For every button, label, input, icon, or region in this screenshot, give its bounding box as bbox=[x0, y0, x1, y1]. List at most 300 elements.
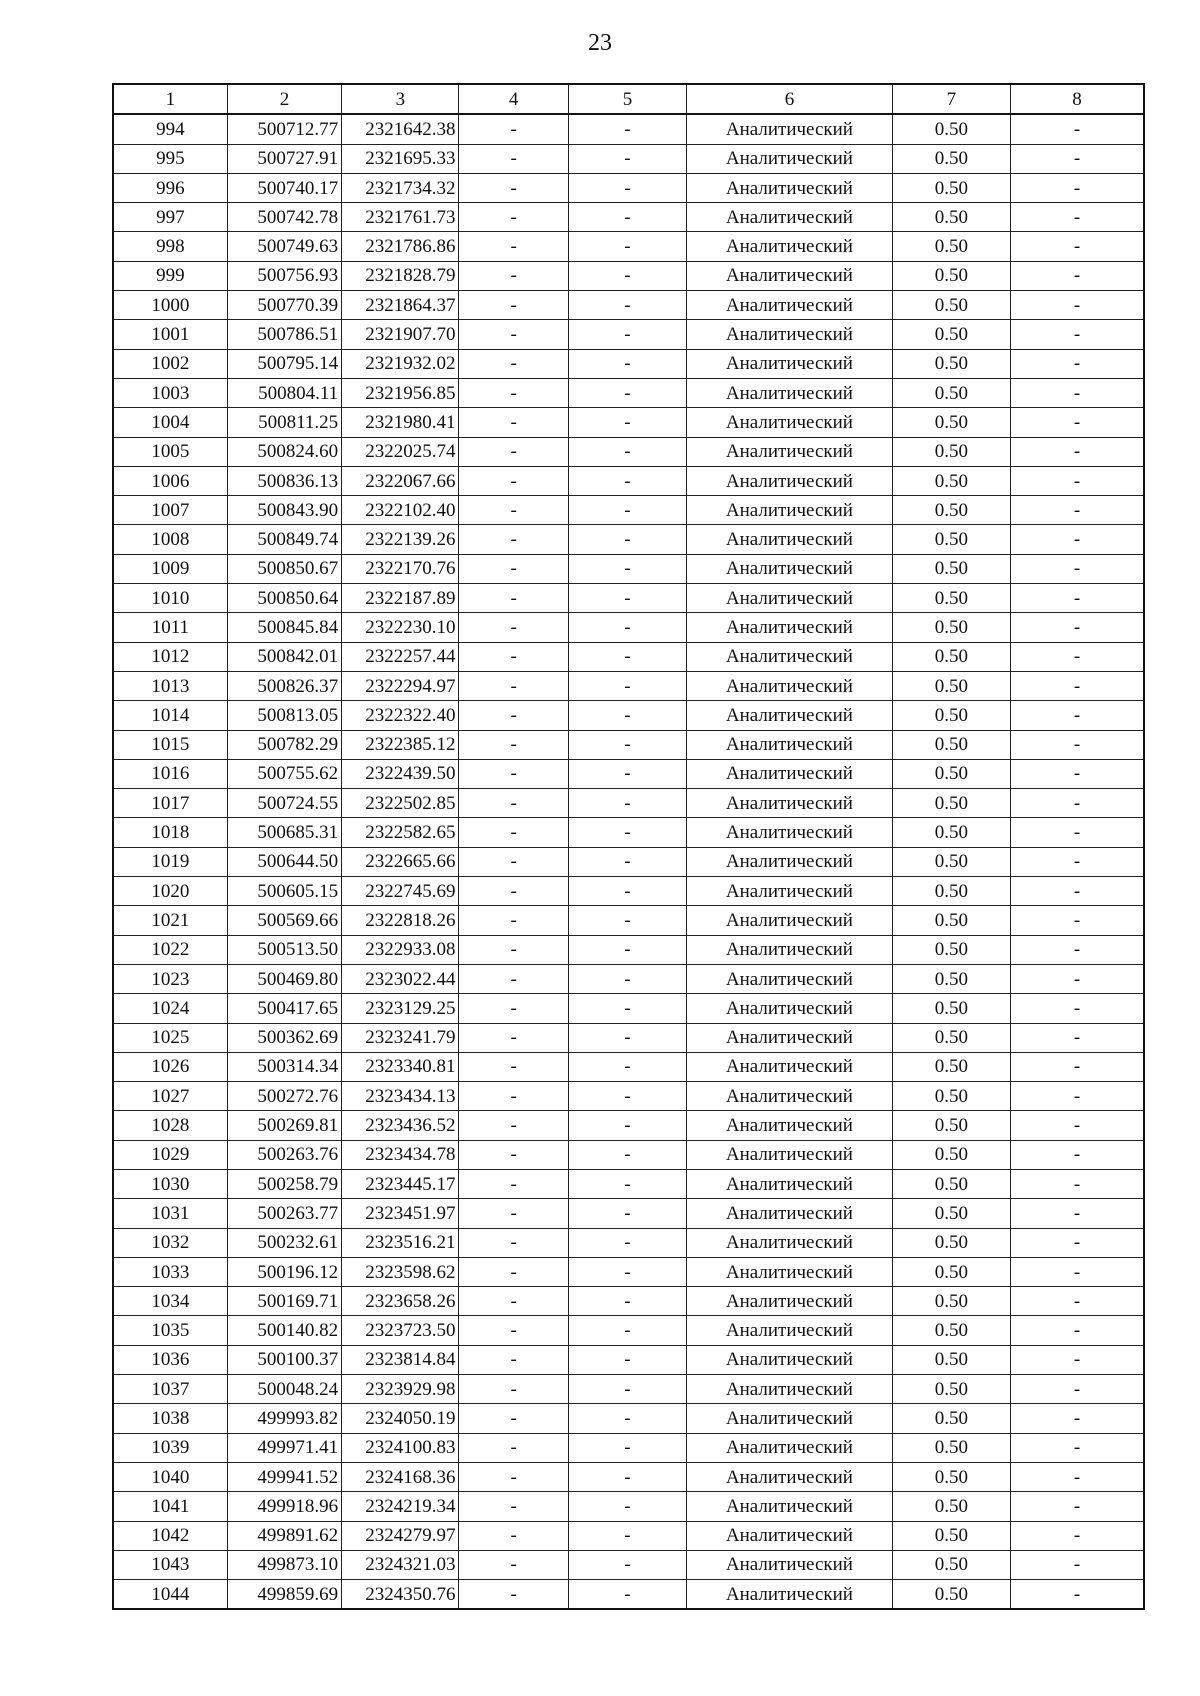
col4-cell: - bbox=[459, 1257, 568, 1286]
point-number-cell: 1000 bbox=[113, 291, 227, 320]
col8-cell: - bbox=[1011, 1082, 1144, 1111]
accuracy-cell: 0.50 bbox=[892, 1375, 1010, 1404]
point-number-cell: 1023 bbox=[113, 964, 227, 993]
col4-cell: - bbox=[459, 818, 568, 847]
point-number-cell: 996 bbox=[113, 173, 227, 202]
col4-cell: - bbox=[459, 1082, 568, 1111]
x-coordinate-cell: 500749.63 bbox=[227, 232, 341, 261]
accuracy-cell: 0.50 bbox=[892, 203, 1010, 232]
accuracy-cell: 0.50 bbox=[892, 144, 1010, 173]
method-cell: Аналитический bbox=[687, 1023, 893, 1052]
point-number-cell: 1019 bbox=[113, 847, 227, 876]
col8-cell: - bbox=[1011, 261, 1144, 290]
y-coordinate-cell: 2322385.12 bbox=[342, 730, 459, 759]
y-coordinate-cell: 2321828.79 bbox=[342, 261, 459, 290]
col4-cell: - bbox=[459, 320, 568, 349]
method-cell: Аналитический bbox=[687, 144, 893, 173]
method-cell: Аналитический bbox=[687, 906, 893, 935]
table-row bbox=[113, 906, 1144, 935]
method-cell: Аналитический bbox=[687, 114, 893, 144]
accuracy-cell: 0.50 bbox=[892, 466, 1010, 495]
point-number-cell: 1005 bbox=[113, 437, 227, 466]
col5-cell: - bbox=[568, 613, 686, 642]
table-row bbox=[113, 1492, 1144, 1521]
col5-cell: - bbox=[568, 232, 686, 261]
x-coordinate-cell: 500644.50 bbox=[227, 847, 341, 876]
point-number-cell: 1043 bbox=[113, 1550, 227, 1579]
column-header: 3 bbox=[342, 84, 459, 114]
accuracy-cell: 0.50 bbox=[892, 1257, 1010, 1286]
col5-cell: - bbox=[568, 1433, 686, 1462]
y-coordinate-cell: 2322067.66 bbox=[342, 466, 459, 495]
method-cell: Аналитический bbox=[687, 378, 893, 407]
col5-cell: - bbox=[568, 144, 686, 173]
col4-cell: - bbox=[459, 466, 568, 495]
col8-cell: - bbox=[1011, 173, 1144, 202]
col4-cell: - bbox=[459, 232, 568, 261]
y-coordinate-cell: 2323929.98 bbox=[342, 1375, 459, 1404]
col8-cell: - bbox=[1011, 291, 1144, 320]
method-cell: Аналитический bbox=[687, 789, 893, 818]
table-row bbox=[113, 1462, 1144, 1491]
table-row bbox=[113, 349, 1144, 378]
col5-cell: - bbox=[568, 291, 686, 320]
method-cell: Аналитический bbox=[687, 261, 893, 290]
x-coordinate-cell: 499859.69 bbox=[227, 1580, 341, 1610]
col4-cell: - bbox=[459, 1287, 568, 1316]
y-coordinate-cell: 2322818.26 bbox=[342, 906, 459, 935]
col5-cell: - bbox=[568, 1257, 686, 1286]
point-number-cell: 995 bbox=[113, 144, 227, 173]
col5-cell: - bbox=[568, 466, 686, 495]
y-coordinate-cell: 2321786.86 bbox=[342, 232, 459, 261]
accuracy-cell: 0.50 bbox=[892, 1199, 1010, 1228]
point-number-cell: 1008 bbox=[113, 525, 227, 554]
point-number-cell: 1013 bbox=[113, 671, 227, 700]
point-number-cell: 1007 bbox=[113, 496, 227, 525]
col5-cell: - bbox=[568, 1492, 686, 1521]
accuracy-cell: 0.50 bbox=[892, 1082, 1010, 1111]
accuracy-cell: 0.50 bbox=[892, 789, 1010, 818]
method-cell: Аналитический bbox=[687, 994, 893, 1023]
col4-cell: - bbox=[459, 1023, 568, 1052]
method-cell: Аналитический bbox=[687, 818, 893, 847]
col5-cell: - bbox=[568, 906, 686, 935]
point-number-cell: 1035 bbox=[113, 1316, 227, 1345]
col4-cell: - bbox=[459, 906, 568, 935]
col5-cell: - bbox=[568, 1462, 686, 1491]
y-coordinate-cell: 2323516.21 bbox=[342, 1228, 459, 1257]
col8-cell: - bbox=[1011, 847, 1144, 876]
point-number-cell: 1041 bbox=[113, 1492, 227, 1521]
col8-cell: - bbox=[1011, 466, 1144, 495]
table-row bbox=[113, 496, 1144, 525]
accuracy-cell: 0.50 bbox=[892, 1404, 1010, 1433]
point-number-cell: 994 bbox=[113, 114, 227, 144]
table-row bbox=[113, 584, 1144, 613]
col4-cell: - bbox=[459, 1111, 568, 1140]
method-cell: Аналитический bbox=[687, 1492, 893, 1521]
table-row bbox=[113, 1023, 1144, 1052]
accuracy-cell: 0.50 bbox=[892, 1111, 1010, 1140]
accuracy-cell: 0.50 bbox=[892, 1492, 1010, 1521]
table-row bbox=[113, 437, 1144, 466]
method-cell: Аналитический bbox=[687, 1140, 893, 1169]
point-number-cell: 1004 bbox=[113, 408, 227, 437]
col4-cell: - bbox=[459, 759, 568, 788]
table-row bbox=[113, 1111, 1144, 1140]
method-cell: Аналитический bbox=[687, 1462, 893, 1491]
method-cell: Аналитический bbox=[687, 964, 893, 993]
col8-cell: - bbox=[1011, 1111, 1144, 1140]
y-coordinate-cell: 2323434.78 bbox=[342, 1140, 459, 1169]
accuracy-cell: 0.50 bbox=[892, 408, 1010, 437]
table-row bbox=[113, 114, 1144, 144]
col5-cell: - bbox=[568, 114, 686, 144]
table-row bbox=[113, 1140, 1144, 1169]
col8-cell: - bbox=[1011, 1052, 1144, 1081]
col4-cell: - bbox=[459, 1199, 568, 1228]
page-number: 23 bbox=[588, 30, 612, 56]
x-coordinate-cell: 500258.79 bbox=[227, 1169, 341, 1198]
table-row bbox=[113, 1521, 1144, 1550]
x-coordinate-cell: 500845.84 bbox=[227, 613, 341, 642]
x-coordinate-cell: 500263.76 bbox=[227, 1140, 341, 1169]
col8-cell: - bbox=[1011, 437, 1144, 466]
method-cell: Аналитический bbox=[687, 1521, 893, 1550]
point-number-cell: 997 bbox=[113, 203, 227, 232]
point-number-cell: 1024 bbox=[113, 994, 227, 1023]
x-coordinate-cell: 500786.51 bbox=[227, 320, 341, 349]
x-coordinate-cell: 500850.64 bbox=[227, 584, 341, 613]
y-coordinate-cell: 2324100.83 bbox=[342, 1433, 459, 1462]
col4-cell: - bbox=[459, 408, 568, 437]
column-header: 5 bbox=[568, 84, 686, 114]
accuracy-cell: 0.50 bbox=[892, 642, 1010, 671]
x-coordinate-cell: 500314.34 bbox=[227, 1052, 341, 1081]
col5-cell: - bbox=[568, 1287, 686, 1316]
y-coordinate-cell: 2322102.40 bbox=[342, 496, 459, 525]
y-coordinate-cell: 2322294.97 bbox=[342, 671, 459, 700]
x-coordinate-cell: 500269.81 bbox=[227, 1111, 341, 1140]
table-row bbox=[113, 261, 1144, 290]
table-row bbox=[113, 144, 1144, 173]
table-row bbox=[113, 1052, 1144, 1081]
col4-cell: - bbox=[459, 642, 568, 671]
col8-cell: - bbox=[1011, 496, 1144, 525]
col4-cell: - bbox=[459, 437, 568, 466]
accuracy-cell: 0.50 bbox=[892, 730, 1010, 759]
col8-cell: - bbox=[1011, 1287, 1144, 1316]
y-coordinate-cell: 2323022.44 bbox=[342, 964, 459, 993]
table-row bbox=[113, 935, 1144, 964]
x-coordinate-cell: 500469.80 bbox=[227, 964, 341, 993]
point-number-cell: 1009 bbox=[113, 554, 227, 583]
x-coordinate-cell: 499918.96 bbox=[227, 1492, 341, 1521]
col4-cell: - bbox=[459, 1492, 568, 1521]
col5-cell: - bbox=[568, 877, 686, 906]
x-coordinate-cell: 500813.05 bbox=[227, 701, 341, 730]
method-cell: Аналитический bbox=[687, 1433, 893, 1462]
table-row bbox=[113, 1345, 1144, 1374]
col4-cell: - bbox=[459, 114, 568, 144]
col4-cell: - bbox=[459, 554, 568, 583]
table-row bbox=[113, 320, 1144, 349]
y-coordinate-cell: 2322025.74 bbox=[342, 437, 459, 466]
method-cell: Аналитический bbox=[687, 1169, 893, 1198]
y-coordinate-cell: 2323436.52 bbox=[342, 1111, 459, 1140]
col5-cell: - bbox=[568, 935, 686, 964]
col4-cell: - bbox=[459, 1169, 568, 1198]
x-coordinate-cell: 500196.12 bbox=[227, 1257, 341, 1286]
x-coordinate-cell: 500811.25 bbox=[227, 408, 341, 437]
accuracy-cell: 0.50 bbox=[892, 877, 1010, 906]
y-coordinate-cell: 2322933.08 bbox=[342, 935, 459, 964]
y-coordinate-cell: 2324321.03 bbox=[342, 1550, 459, 1579]
method-cell: Аналитический bbox=[687, 759, 893, 788]
accuracy-cell: 0.50 bbox=[892, 437, 1010, 466]
col8-cell: - bbox=[1011, 1404, 1144, 1433]
point-number-cell: 1027 bbox=[113, 1082, 227, 1111]
y-coordinate-cell: 2321864.37 bbox=[342, 291, 459, 320]
col5-cell: - bbox=[568, 1580, 686, 1610]
x-coordinate-cell: 500824.60 bbox=[227, 437, 341, 466]
col8-cell: - bbox=[1011, 114, 1144, 144]
method-cell: Аналитический bbox=[687, 730, 893, 759]
col4-cell: - bbox=[459, 291, 568, 320]
col5-cell: - bbox=[568, 759, 686, 788]
col4-cell: - bbox=[459, 964, 568, 993]
point-number-cell: 1039 bbox=[113, 1433, 227, 1462]
method-cell: Аналитический bbox=[687, 1111, 893, 1140]
col5-cell: - bbox=[568, 1169, 686, 1198]
method-cell: Аналитический bbox=[687, 613, 893, 642]
table-row bbox=[113, 1375, 1144, 1404]
table-row bbox=[113, 1287, 1144, 1316]
x-coordinate-cell: 500742.78 bbox=[227, 203, 341, 232]
table-row bbox=[113, 789, 1144, 818]
point-number-cell: 1010 bbox=[113, 584, 227, 613]
table-row bbox=[113, 525, 1144, 554]
y-coordinate-cell: 2322187.89 bbox=[342, 584, 459, 613]
col5-cell: - bbox=[568, 525, 686, 554]
method-cell: Аналитический bbox=[687, 1580, 893, 1610]
accuracy-cell: 0.50 bbox=[892, 584, 1010, 613]
col5-cell: - bbox=[568, 1521, 686, 1550]
col5-cell: - bbox=[568, 1228, 686, 1257]
col5-cell: - bbox=[568, 1111, 686, 1140]
y-coordinate-cell: 2323451.97 bbox=[342, 1199, 459, 1228]
method-cell: Аналитический bbox=[687, 232, 893, 261]
accuracy-cell: 0.50 bbox=[892, 232, 1010, 261]
col5-cell: - bbox=[568, 584, 686, 613]
y-coordinate-cell: 2322257.44 bbox=[342, 642, 459, 671]
method-cell: Аналитический bbox=[687, 1316, 893, 1345]
col4-cell: - bbox=[459, 349, 568, 378]
accuracy-cell: 0.50 bbox=[892, 671, 1010, 700]
x-coordinate-cell: 500756.93 bbox=[227, 261, 341, 290]
x-coordinate-cell: 500272.76 bbox=[227, 1082, 341, 1111]
point-number-cell: 1003 bbox=[113, 378, 227, 407]
coordinates-table bbox=[112, 83, 1145, 1610]
table-row bbox=[113, 613, 1144, 642]
table-row bbox=[113, 818, 1144, 847]
col8-cell: - bbox=[1011, 642, 1144, 671]
x-coordinate-cell: 500513.50 bbox=[227, 935, 341, 964]
table-row bbox=[113, 1316, 1144, 1345]
y-coordinate-cell: 2322170.76 bbox=[342, 554, 459, 583]
method-cell: Аналитический bbox=[687, 701, 893, 730]
x-coordinate-cell: 500843.90 bbox=[227, 496, 341, 525]
method-cell: Аналитический bbox=[687, 584, 893, 613]
y-coordinate-cell: 2324350.76 bbox=[342, 1580, 459, 1610]
method-cell: Аналитический bbox=[687, 320, 893, 349]
col4-cell: - bbox=[459, 789, 568, 818]
point-number-cell: 1042 bbox=[113, 1521, 227, 1550]
y-coordinate-cell: 2323241.79 bbox=[342, 1023, 459, 1052]
point-number-cell: 1011 bbox=[113, 613, 227, 642]
point-number-cell: 1018 bbox=[113, 818, 227, 847]
x-coordinate-cell: 500740.17 bbox=[227, 173, 341, 202]
method-cell: Аналитический bbox=[687, 1199, 893, 1228]
x-coordinate-cell: 500569.66 bbox=[227, 906, 341, 935]
table-row bbox=[113, 1169, 1144, 1198]
y-coordinate-cell: 2323129.25 bbox=[342, 994, 459, 1023]
y-coordinate-cell: 2321932.02 bbox=[342, 349, 459, 378]
col8-cell: - bbox=[1011, 701, 1144, 730]
table-row bbox=[113, 203, 1144, 232]
point-number-cell: 1014 bbox=[113, 701, 227, 730]
col8-cell: - bbox=[1011, 1257, 1144, 1286]
col4-cell: - bbox=[459, 1433, 568, 1462]
col5-cell: - bbox=[568, 261, 686, 290]
y-coordinate-cell: 2322665.66 bbox=[342, 847, 459, 876]
table-row bbox=[113, 701, 1144, 730]
col5-cell: - bbox=[568, 320, 686, 349]
col5-cell: - bbox=[568, 1140, 686, 1169]
point-number-cell: 999 bbox=[113, 261, 227, 290]
col4-cell: - bbox=[459, 877, 568, 906]
point-number-cell: 1037 bbox=[113, 1375, 227, 1404]
col8-cell: - bbox=[1011, 144, 1144, 173]
y-coordinate-cell: 2321907.70 bbox=[342, 320, 459, 349]
accuracy-cell: 0.50 bbox=[892, 1052, 1010, 1081]
method-cell: Аналитический bbox=[687, 642, 893, 671]
col8-cell: - bbox=[1011, 1550, 1144, 1579]
col5-cell: - bbox=[568, 1023, 686, 1052]
x-coordinate-cell: 500826.37 bbox=[227, 671, 341, 700]
col4-cell: - bbox=[459, 1404, 568, 1433]
col5-cell: - bbox=[568, 671, 686, 700]
x-coordinate-cell: 500755.62 bbox=[227, 759, 341, 788]
table-row bbox=[113, 554, 1144, 583]
col5-cell: - bbox=[568, 994, 686, 1023]
y-coordinate-cell: 2321956.85 bbox=[342, 378, 459, 407]
method-cell: Аналитический bbox=[687, 1375, 893, 1404]
x-coordinate-cell: 499873.10 bbox=[227, 1550, 341, 1579]
col5-cell: - bbox=[568, 1550, 686, 1579]
col8-cell: - bbox=[1011, 1023, 1144, 1052]
method-cell: Аналитический bbox=[687, 1404, 893, 1433]
column-header: 6 bbox=[687, 84, 893, 114]
col8-cell: - bbox=[1011, 789, 1144, 818]
point-number-cell: 1022 bbox=[113, 935, 227, 964]
accuracy-cell: 0.50 bbox=[892, 1287, 1010, 1316]
col5-cell: - bbox=[568, 408, 686, 437]
accuracy-cell: 0.50 bbox=[892, 1169, 1010, 1198]
method-cell: Аналитический bbox=[687, 877, 893, 906]
y-coordinate-cell: 2324279.97 bbox=[342, 1521, 459, 1550]
col4-cell: - bbox=[459, 203, 568, 232]
col8-cell: - bbox=[1011, 584, 1144, 613]
x-coordinate-cell: 500724.55 bbox=[227, 789, 341, 818]
col8-cell: - bbox=[1011, 1316, 1144, 1345]
x-coordinate-cell: 499971.41 bbox=[227, 1433, 341, 1462]
col5-cell: - bbox=[568, 1082, 686, 1111]
table-row bbox=[113, 642, 1144, 671]
method-cell: Аналитический bbox=[687, 554, 893, 583]
col5-cell: - bbox=[568, 554, 686, 583]
col4-cell: - bbox=[459, 261, 568, 290]
col8-cell: - bbox=[1011, 818, 1144, 847]
method-cell: Аналитический bbox=[687, 1228, 893, 1257]
point-number-cell: 1033 bbox=[113, 1257, 227, 1286]
col8-cell: - bbox=[1011, 378, 1144, 407]
y-coordinate-cell: 2321980.41 bbox=[342, 408, 459, 437]
column-header: 8 bbox=[1011, 84, 1144, 114]
x-coordinate-cell: 500169.71 bbox=[227, 1287, 341, 1316]
col8-cell: - bbox=[1011, 730, 1144, 759]
col8-cell: - bbox=[1011, 1375, 1144, 1404]
table-row bbox=[113, 408, 1144, 437]
x-coordinate-cell: 500849.74 bbox=[227, 525, 341, 554]
column-header: 2 bbox=[227, 84, 341, 114]
point-number-cell: 1030 bbox=[113, 1169, 227, 1198]
col8-cell: - bbox=[1011, 554, 1144, 583]
table-row bbox=[113, 1433, 1144, 1462]
x-coordinate-cell: 500850.67 bbox=[227, 554, 341, 583]
col8-cell: - bbox=[1011, 408, 1144, 437]
table-row bbox=[113, 1228, 1144, 1257]
point-number-cell: 1012 bbox=[113, 642, 227, 671]
col8-cell: - bbox=[1011, 613, 1144, 642]
y-coordinate-cell: 2321761.73 bbox=[342, 203, 459, 232]
point-number-cell: 1034 bbox=[113, 1287, 227, 1316]
method-cell: Аналитический bbox=[687, 408, 893, 437]
point-number-cell: 1038 bbox=[113, 1404, 227, 1433]
col8-cell: - bbox=[1011, 1580, 1144, 1610]
col8-cell: - bbox=[1011, 349, 1144, 378]
x-coordinate-cell: 500362.69 bbox=[227, 1023, 341, 1052]
accuracy-cell: 0.50 bbox=[892, 291, 1010, 320]
col8-cell: - bbox=[1011, 1199, 1144, 1228]
method-cell: Аналитический bbox=[687, 935, 893, 964]
col5-cell: - bbox=[568, 789, 686, 818]
col5-cell: - bbox=[568, 1052, 686, 1081]
col5-cell: - bbox=[568, 349, 686, 378]
y-coordinate-cell: 2322230.10 bbox=[342, 613, 459, 642]
col4-cell: - bbox=[459, 1316, 568, 1345]
accuracy-cell: 0.50 bbox=[892, 818, 1010, 847]
table-row bbox=[113, 1082, 1144, 1111]
y-coordinate-cell: 2321734.32 bbox=[342, 173, 459, 202]
point-number-cell: 1021 bbox=[113, 906, 227, 935]
accuracy-cell: 0.50 bbox=[892, 114, 1010, 144]
accuracy-cell: 0.50 bbox=[892, 1462, 1010, 1491]
col4-cell: - bbox=[459, 701, 568, 730]
point-number-cell: 1001 bbox=[113, 320, 227, 349]
x-coordinate-cell: 500712.77 bbox=[227, 114, 341, 144]
